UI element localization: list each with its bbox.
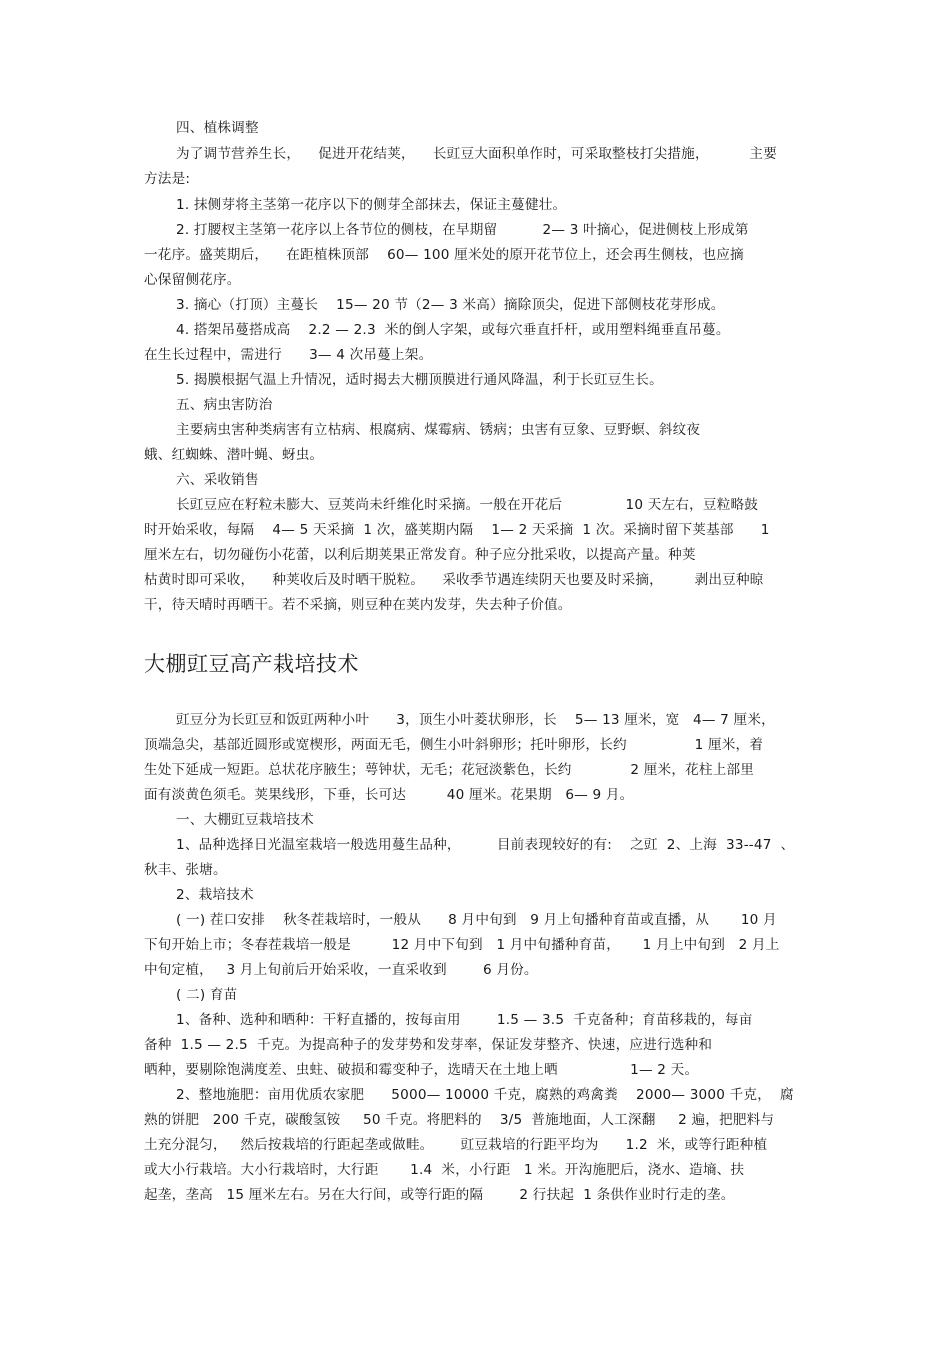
paragraph-line: 心保留侧花序。 <box>144 272 241 288</box>
paragraph-line: 3. 摘心（打顶）主蔓长 15— 20 节（2— 3 米高）摘除顶尖，促进下部侧枝花芽形成。 <box>176 297 725 313</box>
paragraph-line: 起垄，垄高 15 厘米左右。另在大行间，或等行距的隔 2 行扶起 1 条供作业时行走的垄。 <box>144 1187 735 1203</box>
paragraph-line: 干，待天晴时再晒干。若不采摘，则豆种在荚内发芽，失去种子价值。 <box>144 597 572 613</box>
paragraph-line: 1、备种、选种和晒种：干籽直播的，按每亩用 1.5 — 3.5 千克备种；育苗移栽的，每亩 <box>176 1012 753 1028</box>
paragraph-line: ( 一) 茬口安排 秋冬茬栽培时，一般从 8 月中旬到 9 月上旬播种育苗或直播，从 10 月 <box>176 912 777 928</box>
paragraph-line: 2、整地施肥：亩用优质农家肥 5000— 10000 千克，腐熟的鸡禽粪 2000— 3000 千克， 腐 <box>176 1087 794 1103</box>
paragraph-line: 秋丰、张塘。 <box>144 862 227 878</box>
paragraph-line: 1. 抹侧芽将主茎第一花序以下的侧芽全部抹去，保证主蔓健壮。 <box>176 197 567 213</box>
paragraph-line: 中旬定植， 3 月上旬前后开始采收，一直采收到 6 月份。 <box>144 962 538 978</box>
paragraph-line: 厘米左右，切勿碰伤小花蕾，以利后期荚果正常发育。种子应分批采收，以提高产量。种荚 <box>144 547 696 563</box>
paragraph-line: 1、品种选择日光温室栽培一般选用蔓生品种， 目前表现较好的有: 之豇 2、上海 33--47 、 <box>176 837 795 853</box>
paragraph-line: 顶端急尖，基部近圆形或宽楔形，两面无毛，侧生小叶斜卵形；托叶卵形，长约 1 厘米，着 <box>144 737 764 753</box>
article-title: 大棚豇豆高产栽培技术 <box>144 652 359 676</box>
paragraph-line: 备种 1.5 — 2.5 千克。为提高种子的发芽势和发芽率，保证发芽整齐、快速，应进行选种和 <box>144 1037 713 1053</box>
paragraph-line: 主要病虫害种类病害有立枯病、根腐病、煤霉病、锈病；虫害有豆象、豆野螟、斜纹夜 <box>176 422 701 438</box>
paragraph-line: 蛾、红蜘蛛、潜叶蝇、蚜虫。 <box>144 447 324 463</box>
paragraph-line: 生处下延成一短距。总状花序腋生；萼钟状，无毛；花冠淡紫色，长约 2 厘米，花柱上部里 <box>144 762 755 778</box>
heading-seedling: ( 二) 育苗 <box>176 987 238 1003</box>
paragraph-line: 土充分混匀， 然后按栽培的行距起垄或做畦。 豇豆栽培的行距平均为 1.2 米，或等行距种植 <box>144 1137 768 1153</box>
paragraph-line: 面有淡黄色须毛。荚果线形，下垂，长可达 40 厘米。花果期 6— 9 月。 <box>144 787 634 803</box>
paragraph-line: 2. 打腰杈主茎第一花序以上各节位的侧枝，在早期留 2— 3 叶摘心，促进侧枝上形成第 <box>176 222 749 238</box>
heading-harvest-sales: 六、采收销售 <box>176 472 259 488</box>
paragraph-line: 方法是: <box>144 171 191 187</box>
paragraph-line: 4. 搭架吊蔓搭成高 2.2 — 2.3 米的倒人字架，或每穴垂直扦杆，或用塑料绳垂直吊蔓。 <box>176 322 730 338</box>
paragraph-line: 长豇豆应在籽粒未膨大、豆荚尚未纤维化时采摘。一般在开花后 10 天左右，豆粒略鼓 <box>176 497 759 513</box>
paragraph-line: 或大小行栽培。大小行栽培时，大行距 1.4 米，小行距 1 米。开沟施肥后，浇水、造墒、扶 <box>144 1162 745 1178</box>
paragraph-line: 豇豆分为长豇豆和饭豇两种小叶 3，顶生小叶菱状卵形，长 5— 13 厘米，宽 4— 7 厘米， <box>176 712 775 728</box>
paragraph-line: 5. 揭膜根据气温上升情况，适时揭去大棚顶膜进行通风降温，利于长豇豆生长。 <box>176 372 663 388</box>
paragraph-line: 下旬开始上市；冬春茬栽培一般是 12 月中下旬到 1 月中旬播种育苗， 1 月上中旬到 2 月上 <box>144 937 780 953</box>
paragraph-line: 晒种，要剔除饱满度差、虫蛀、破损和霉变种子，选晴天在土地上晒 1— 2 天。 <box>144 1062 699 1078</box>
heading-plant-adjustment: 四、植株调整 <box>176 120 259 136</box>
heading-greenhouse-technique: 一、大棚豇豆栽培技术 <box>176 812 314 828</box>
paragraph-line: 在生长过程中，需进行 3— 4 次吊蔓上架。 <box>144 347 433 363</box>
paragraph-line: 一花序。盛荚期后， 在距植株顶部 60— 100 厘米处的原开花节位上，还会再生侧枝，也应摘 <box>144 247 744 263</box>
paragraph-line: 为了调节营养生长， 促进开花结荚， 长豇豆大面积单作时，可采取整枝打尖措施， 主要 <box>176 146 778 162</box>
paragraph-line: 时开始采收，每隔 4— 5 天采摘 1 次，盛荚期内隔 1— 2 天采摘 1 次。采摘时留下荚基部 1 <box>144 522 770 538</box>
paragraph-line: 枯黄时即可采收， 种荚收后及时晒干脱粒。 采收季节遇连续阴天也要及时采摘， 剥出豆种晾 <box>144 572 764 588</box>
heading-pest-control: 五、病虫害防治 <box>176 397 273 413</box>
paragraph-line: 熟的饼肥 200 千克，碳酸氢铵 50 千克。将肥料的 3/5 普施地面，人工深翻 2 遍，把肥料与 <box>144 1112 775 1128</box>
heading-cultivation-technique: 2、栽培技术 <box>176 887 254 903</box>
